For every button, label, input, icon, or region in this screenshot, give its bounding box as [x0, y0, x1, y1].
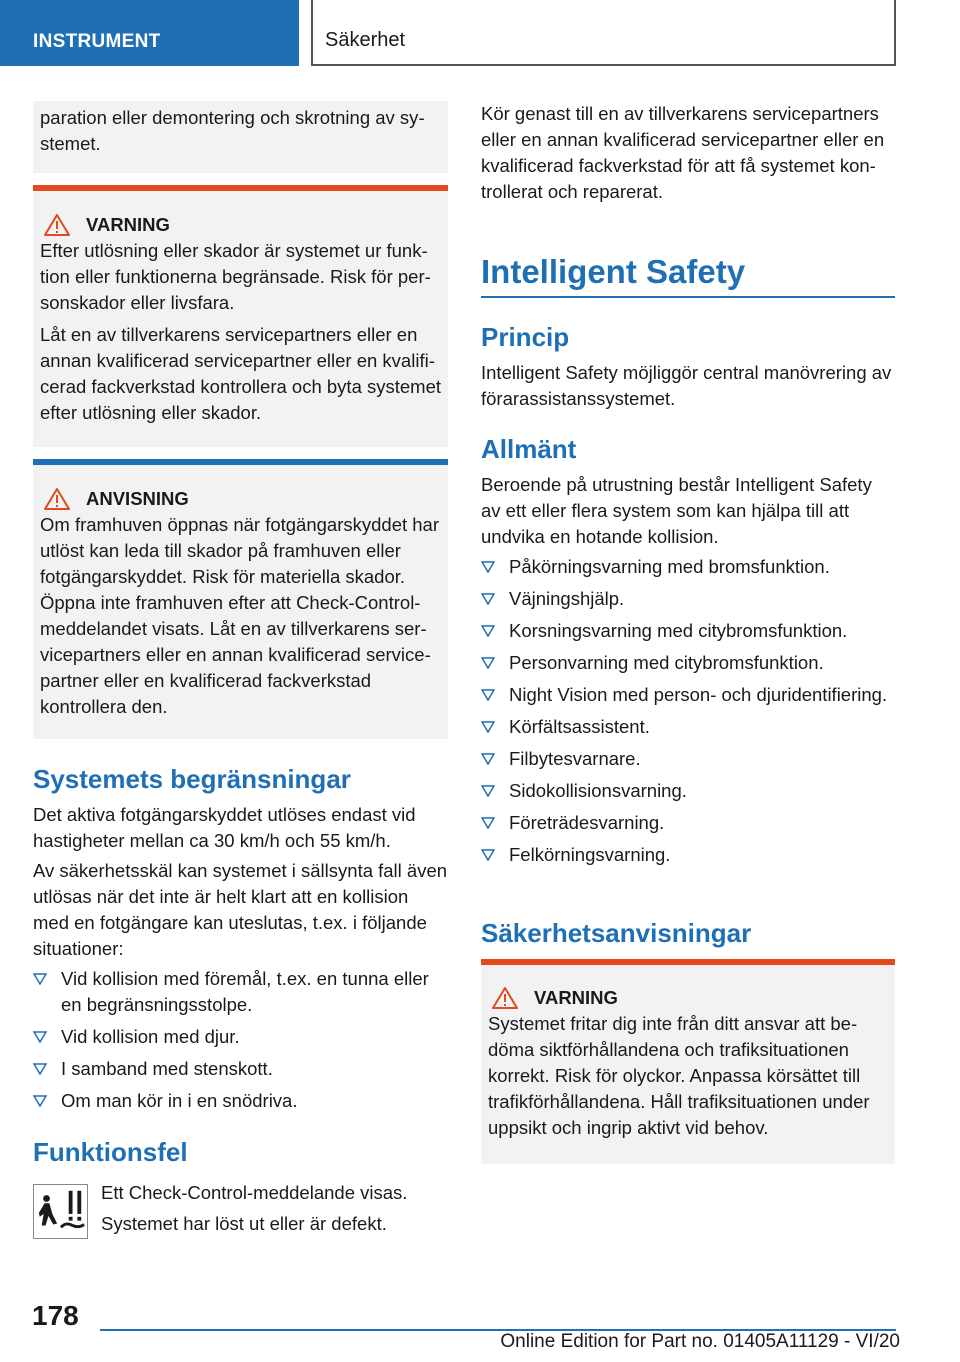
- list-item: Påkörningsvarning med bromsfunktion.: [481, 554, 895, 580]
- list-item: Personvarning med citybromsfunktion.: [481, 650, 895, 676]
- limits-list: [33, 966, 448, 1120]
- list-item: Vid kollision med föremål, t.ex. en tunna eller en begränsningsstolpe.: [33, 966, 448, 1018]
- list-item: Korsningsvarning med citybromsfunktion.: [481, 618, 895, 644]
- notice-title: ANVISNING: [86, 488, 189, 509]
- intro-text: Kör genast till en av tillverkarens servicepartners eller en annan kvalificerad servicepartner eller en kvalificerad fackverkstad för att få systemet kontrollerat och reparerat.: [481, 103, 885, 202]
- chapter-title-box: [311, 0, 896, 66]
- section-title-rule: [481, 296, 895, 298]
- fault-line-2: Systemet har löst ut eller är defekt.: [101, 1213, 387, 1234]
- heading-safety-notes: Säkerhetsanvisningar: [481, 918, 752, 948]
- list-item: Körfältsassistent.: [481, 714, 895, 740]
- notice-triangle-icon: [44, 488, 70, 510]
- fault-line-1: Ett Check-Control-meddelande visas.: [101, 1182, 408, 1203]
- triangle-bullet-icon: [481, 593, 495, 605]
- list-item: Vid kollision med djur.: [33, 1024, 448, 1050]
- triangle-bullet-icon: [481, 785, 495, 797]
- warning-text: Systemet fritar dig inte från ditt ansvar att bedöma siktförhållandena och trafiksituationen korrekt. Risk för olyckor. Anpassa körsättet till trafikförhållandena. Håll trafiksituationen under uppsikt och ingrip aktivt vid behov.: [488, 1013, 870, 1138]
- section-title: Intelligent Safety: [481, 253, 746, 290]
- limits-text-1: Det aktiva fotgängarskyddet utlöses endast vid hastigheter mellan ca 30 km/h och 55 km/h.: [33, 804, 416, 851]
- warning-header: [488, 985, 888, 1011]
- warning-bar: [481, 959, 895, 965]
- page-number: 178: [32, 1300, 79, 1331]
- warning-title: VARNING: [86, 214, 170, 235]
- list-item: I samband med stenskott.: [33, 1056, 448, 1082]
- triangle-bullet-icon: [33, 1095, 47, 1107]
- triangle-bullet-icon: [481, 721, 495, 733]
- notice-text: Om framhuven öppnas när fotgängarskyddet har utlöst kan leda till skador på framhuven eller fotgängarskyddet. Risk för materiella skador. Öppna inte framhuven efter att Check-Control-meddelandet visats. Låt en av tillverkarens servicepartners eller en annan kvalificerad servicepartner eller en kvalificerad fackverkstad kontrollera den.: [40, 514, 440, 717]
- triangle-bullet-icon: [481, 753, 495, 765]
- warning-title: VARNING: [534, 987, 618, 1008]
- heading-principle: Princip: [481, 322, 570, 352]
- list-item: Filbytesvarnare.: [481, 746, 895, 772]
- notice-bar: [33, 459, 448, 465]
- warning-box-2: [481, 959, 895, 1164]
- warning-box-1: [33, 185, 448, 447]
- heading-limits: Systemets begränsningar: [33, 764, 351, 794]
- pedestrian-warning-icon: [33, 1184, 88, 1239]
- triangle-bullet-icon: [481, 817, 495, 829]
- list-item: Sidokollisionsvarning.: [481, 778, 895, 804]
- list-item: Night Vision med person- och djuridentifiering.: [481, 682, 895, 708]
- warning-triangle-icon: [492, 987, 518, 1009]
- heading-fault: Funktionsfel: [33, 1137, 188, 1167]
- continued-text: paration eller demontering och skrotning av systemet.: [40, 107, 425, 154]
- page-header: [0, 0, 960, 66]
- notice-box: [33, 459, 448, 739]
- list-item: Väjningshjälp.: [481, 586, 895, 612]
- general-text: Beroende på utrustning består Intelligent Safety av ett eller flera system som kan hjälpa till att undvika en hotande kollision.: [481, 474, 872, 547]
- warning-triangle-icon: [44, 214, 70, 236]
- triangle-bullet-icon: [481, 561, 495, 573]
- triangle-bullet-icon: [481, 625, 495, 637]
- warning-bar: [33, 185, 448, 191]
- edition-text: Online Edition for Part no. 01405A11129 - VI/20: [500, 1331, 900, 1352]
- continued-box: [33, 101, 448, 173]
- heading-general: Allmänt: [481, 434, 577, 464]
- chapter-title: Säkerhet: [325, 29, 406, 51]
- warning-text-1: Efter utlösning eller skador är systemet ur funktion eller funktionerna begränsade. Risk för personskador eller livsfara.: [40, 240, 431, 313]
- list-item: Om man kör in i en snödriva.: [33, 1088, 448, 1114]
- limits-text-2: Av säkerhetsskäl kan systemet i sällsynta fall även utlösas när det inte är helt klart att en kollision med en fotgängare kan uteslutas, t.ex. i följande situationer:: [33, 860, 448, 959]
- warning-text-2: Låt en av tillverkarens servicepartners eller en annan kvalificerad servicepartner eller en kvalificerad fackverkstad kontrollera och byta systemet efter utlösning eller skador.: [40, 324, 442, 423]
- list-item: Felkörningsvarning.: [481, 842, 895, 868]
- notice-header: [40, 486, 441, 512]
- triangle-bullet-icon: [33, 1031, 47, 1043]
- triangle-bullet-icon: [481, 657, 495, 669]
- section-tab[interactable]: [0, 0, 299, 66]
- triangle-bullet-icon: [481, 689, 495, 701]
- triangle-bullet-icon: [33, 1063, 47, 1075]
- principle-text: Intelligent Safety möjliggör central manövrering av förarassistanssystemet.: [481, 362, 892, 409]
- triangle-bullet-icon: [481, 849, 495, 861]
- system-list: [481, 554, 895, 874]
- list-item: Företrädesvarning.: [481, 810, 895, 836]
- warning-header: [40, 212, 441, 238]
- triangle-bullet-icon: [33, 973, 47, 985]
- section-tab-label: INSTRUMENT: [33, 31, 161, 52]
